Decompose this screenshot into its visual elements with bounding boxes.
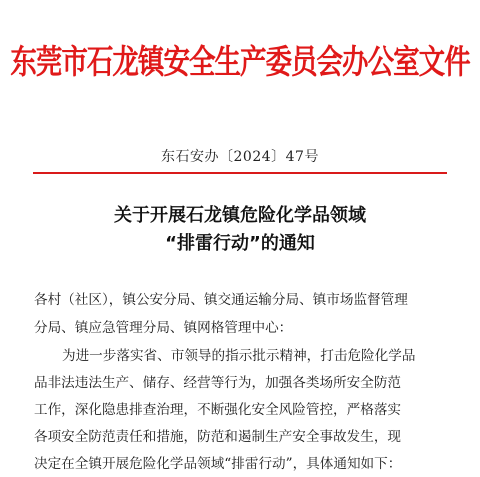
notice-title-line-2: “排雷行动”的通知: [165, 233, 315, 254]
recipients-line-2: 分局、镇应急管理分局、镇网格管理中心：: [34, 320, 293, 336]
issuing-office-header: 东莞市石龙镇安全生产委员会办公室文件: [10, 42, 470, 82]
paragraph-line-4: 各项安全防范责任和措施，防范和遏制生产安全事故发生，现: [34, 429, 402, 445]
red-divider-line: [33, 172, 447, 174]
notice-title-line-1: 关于开展石龙镇危险化学品领域: [114, 205, 366, 226]
paragraph-line-3: 工作，深化隐患排查治理，不断强化安全风险管控，严格落实: [34, 402, 402, 418]
recipients-line-1: 各村（社区），镇公安分局、镇交通运输分局、镇市场监督管理: [34, 292, 408, 308]
document-number: 东石安办〔2024〕47号: [161, 149, 319, 165]
paragraph-line-5: 决定在全镇开展危险化学品领域“排雷行动”，具体通知如下：: [34, 456, 402, 472]
paragraph-line-2: 品非法违法生产、储存、经营等行为，加强各类场所安全防范: [34, 375, 402, 391]
paragraph-line-1: 为进一步落实省、市领导的指示批示精神，打击危险化学品: [62, 348, 416, 364]
